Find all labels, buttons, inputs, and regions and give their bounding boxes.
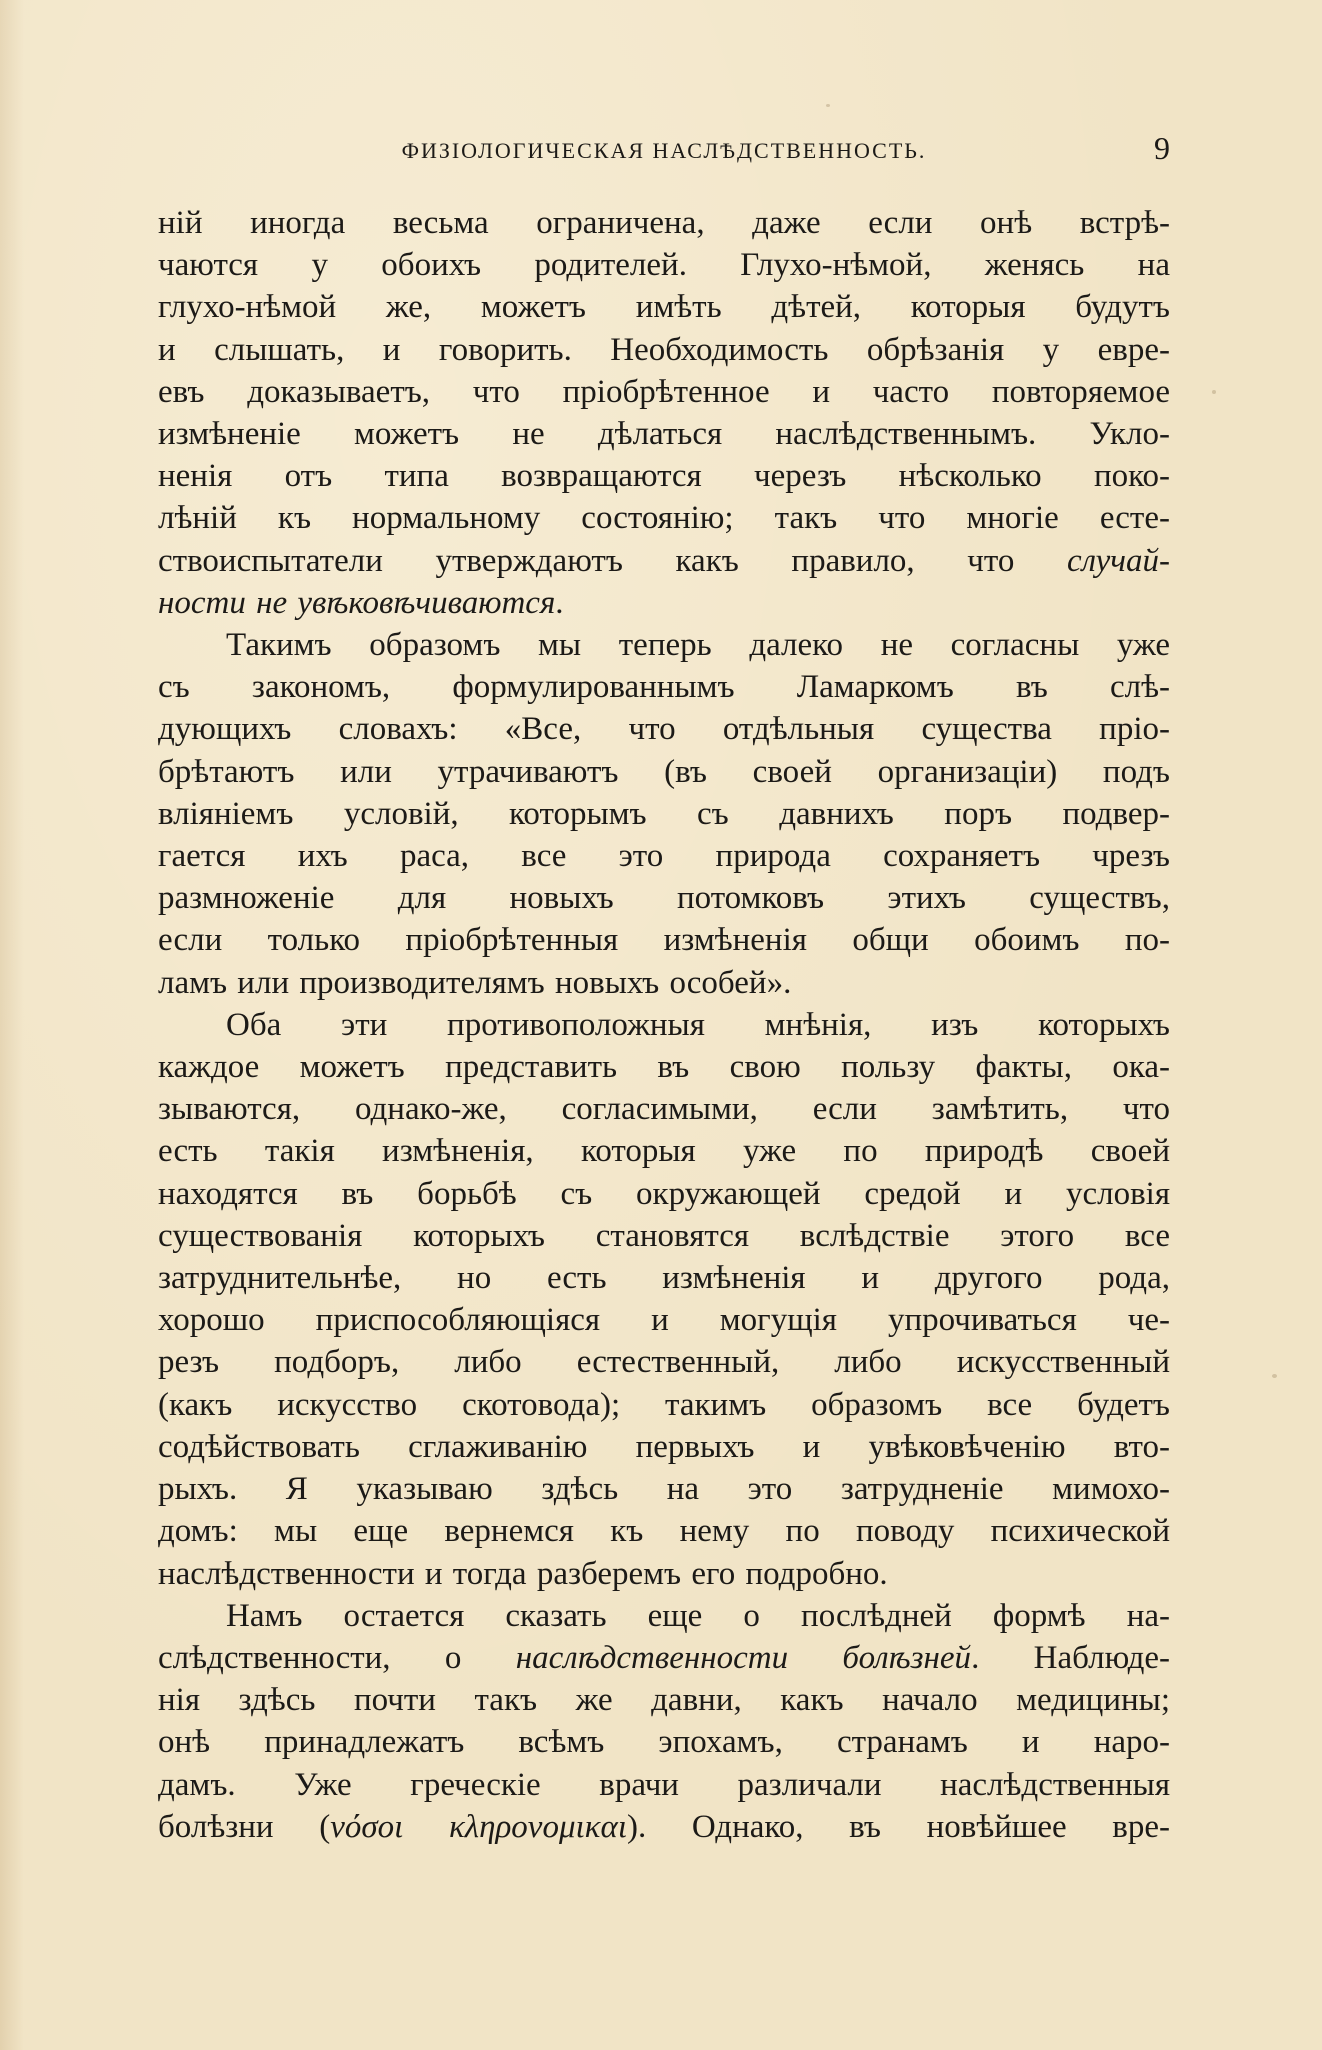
running-head: ФИЗІОЛОГИЧЕСКАЯ НАСЛѢДСТВЕННОСТЬ. <box>401 138 927 163</box>
text-line <box>158 1637 1170 1679</box>
italic-text: νόσοι κληρονομικαι <box>330 1808 628 1845</box>
paragraph-1 <box>158 202 1170 624</box>
text-line: домъ: мы еще вернемся къ нему по поводу психической <box>158 1513 1170 1550</box>
page-number: 9 <box>1154 130 1170 166</box>
text-line: размноженіе для новыхъ потомковъ этихъ существъ, <box>158 880 1170 917</box>
paper-speck <box>1212 390 1216 394</box>
text-line <box>158 582 1170 624</box>
text-line: дующихъ словахъ: «Все, что отдѣльныя существа прiо- <box>158 711 1170 748</box>
text-line: хорошо приспособляющіяся и могущія упрочиваться че- <box>158 1302 1170 1339</box>
text-line: гается ихъ раса, все это природа сохраняетъ чрезъ <box>158 838 1170 875</box>
text-span: ствоиспытатели утверждаютъ какъ правило, что <box>158 542 1068 579</box>
text-line: если только пріобрѣтенныя измѣненія общи обоимъ по- <box>158 922 1170 959</box>
text-line: евъ доказываетъ, что пріобрѣтенное и часто повторяемое <box>158 373 1170 410</box>
text-line: дамъ. Уже греческіе врачи различали наслѣдственныя <box>158 1766 1170 1803</box>
page-header <box>158 130 1170 170</box>
text-line: находятся въ борьбѣ съ окружающей средой и условія <box>158 1175 1170 1212</box>
paragraph-3 <box>158 1004 1170 1595</box>
paper-speck <box>826 104 830 107</box>
text-line: и слышать, и говорить. Необходимость обрѣзанія у евре- <box>158 331 1170 368</box>
text-line <box>158 1806 1170 1848</box>
italic-text: ности не увѣковѣчиваются <box>158 584 556 621</box>
text-span: слѣдственности, о <box>158 1639 516 1676</box>
text-line: ламъ или производителямъ новыхъ особей». <box>158 964 792 1001</box>
text-line: съ закономъ, формулированнымъ Ламаркомъ въ слѣ- <box>158 669 1170 706</box>
text-span: ). Однако, въ новѣйшее вре- <box>627 1808 1170 1845</box>
text-line: ній иногда весьма ограничена, даже если онѣ встрѣ- <box>158 205 1170 241</box>
text-line: глухо-нѣмой же, можетъ имѣть дѣтей, которыя будутъ <box>158 289 1170 326</box>
text-line: онѣ принадлежатъ всѣмъ эпохамъ, странамъ и наро- <box>158 1724 1170 1761</box>
text-line: лѣній къ нормальному состоянію; такъ что многіе есте- <box>158 500 1170 537</box>
text-line: вліяніемъ условій, которымъ съ давнихъ поръ подвер- <box>158 795 1170 832</box>
italic-text: случай- <box>1067 542 1170 579</box>
text-line: Намъ остается сказать еще о послѣдней формѣ на- <box>226 1597 1170 1634</box>
text-line: есть такія измѣненія, которыя уже по природѣ своей <box>158 1133 1170 1170</box>
text-line: (какъ искусство скотовода); такимъ образомъ все будетъ <box>158 1386 1170 1423</box>
body-text <box>158 202 1170 1848</box>
text-line: зываются, однако-же, согласимыми, если замѣтить, что <box>158 1091 1170 1128</box>
text-line: ненія отъ типа возвращаются черезъ нѣсколько поко- <box>158 458 1170 495</box>
text-line: измѣненіе можетъ не дѣлаться наслѣдственнымъ. Укло- <box>158 416 1170 453</box>
text-line: наслѣдственности и тогда разберемъ его подробно. <box>158 1555 888 1592</box>
text-span: . Наблюде- <box>971 1639 1170 1676</box>
text-line: рыхъ. Я указываю здѣсь на это затрудненіе мимохо- <box>158 1471 1170 1508</box>
paragraph-2 <box>158 624 1170 1004</box>
text-line <box>158 540 1170 582</box>
paragraph-4 <box>158 1595 1170 1848</box>
text-line: Оба эти противоположныя мнѣнія, изъ которыхъ <box>226 1006 1170 1043</box>
text-span: болѣзни ( <box>158 1808 331 1845</box>
text-line: каждое можетъ представить въ свою пользу факты, ока- <box>158 1049 1170 1086</box>
text-line: затруднительнѣе, но есть измѣненія и другого рода, <box>158 1260 1170 1297</box>
paper-speck <box>1272 1374 1277 1378</box>
text-line: существованія которыхъ становятся вслѣдствіе этого все <box>158 1217 1170 1254</box>
text-line: нія здѣсь почти такъ же давни, какъ начало медицины; <box>158 1682 1170 1719</box>
text-span: . <box>555 584 564 621</box>
text-line: Такимъ образомъ мы теперь далеко не согласны уже <box>226 627 1170 664</box>
text-line: резъ подборъ, либо естественный, либо искусственный <box>158 1344 1170 1381</box>
italic-text: наслѣдственности болѣзней <box>515 1639 972 1676</box>
text-line: чаются у обоихъ родителей. Глухо-нѣмой, женясь на <box>158 247 1170 284</box>
text-line: содѣйствовать сглаживанію первыхъ и увѣковѣченію вто- <box>158 1428 1170 1465</box>
text-line: брѣтаютъ или утрачиваютъ (въ своей организаціи) подъ <box>158 753 1170 790</box>
